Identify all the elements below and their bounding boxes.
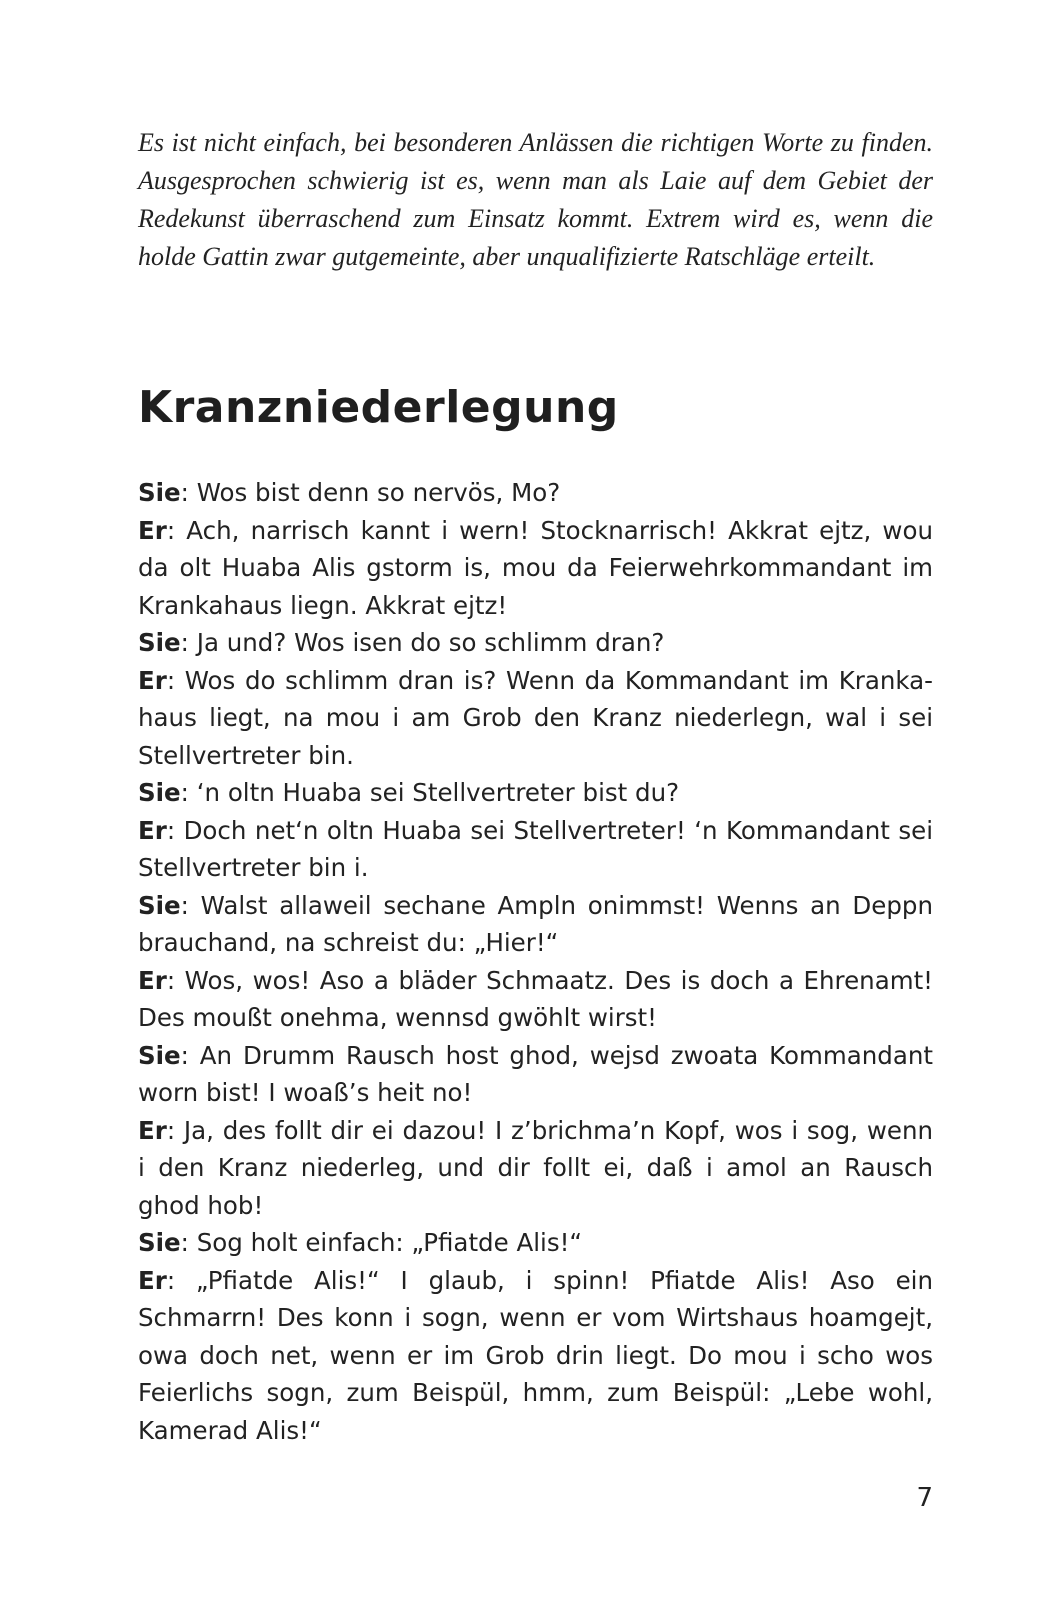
speaker-label: Er (138, 515, 167, 545)
section-title: Kranzniederlegung (138, 382, 619, 433)
dialogue-line (138, 662, 933, 775)
speaker-label: Sie (138, 1228, 181, 1257)
dialogue-line (138, 1224, 933, 1262)
dialogue-line (138, 1037, 933, 1112)
line-text: : Doch net‘n oltn Huaba sei Stellvertreter! ‘n Kommandant sei Stellvertreter bin i. (138, 815, 933, 882)
dialogue-line (138, 1112, 933, 1225)
page-number: 7 (916, 1483, 933, 1513)
dialogue (138, 474, 933, 1449)
speaker-label: Sie (138, 778, 181, 807)
line-text: : ‘n oltn Huaba sei Stellvertreter bist du? (180, 778, 680, 807)
speaker-label: Sie (138, 1040, 181, 1070)
line-text: : Ja und? Wos isen do so schlimm dran? (180, 628, 665, 657)
speaker-label: Sie (138, 478, 181, 507)
speaker-label: Er (138, 665, 167, 695)
line-text: : Sog holt einfach: „Pfiatde Alis!“ (180, 1228, 583, 1257)
dialogue-line (138, 812, 933, 887)
line-text: : „Pfiatde Alis!“ I glaub, i spinn! Pfiatde Alis! Aso ein Schmarrn! Des konn i sogn, wenn er vom Wirtshaus hoamgejt, owa doch net, wenn er im Grob drin liegt. Do mou i scho wos Feierlichs sogn, zum Beispül, hmm, zum Beispül: „Lebe wohl, Kamerad Alis!“ (138, 1265, 933, 1445)
line-text: : Wos, wos! Aso a bläder Schmaatz. Des is doch a Ehrenamt! Des moußt onehma, wennsd gwöhlt wirst! (138, 965, 933, 1032)
line-text: : Wos bist denn so nervös, Mo? (180, 478, 561, 507)
speaker-label: Sie (138, 890, 181, 920)
dialogue-line (138, 962, 933, 1037)
dialogue-line (138, 624, 933, 662)
line-text: : Ja, des follt dir ei dazou! I z’brichma’n Kopf, wos i sog, wenn i den Kranz niederleg, und dir follt ei, daß i amol an Rausch ghod hob! (138, 1115, 933, 1220)
speaker-label: Er (138, 815, 167, 845)
speaker-label: Sie (138, 628, 181, 657)
intro-paragraph: Es ist nicht einfach, bei besonderen Anlässen die richtigen Worte zu finden. Ausgesprochen schwierig ist es, wenn man als Laie auf dem Gebiet der Redekunst überraschend zum Einsatz kommt. Extrem wird es, wenn die holde Gattin zwar gutgemeinte, aber unqualifizierte Ratschläge erteilt. (138, 128, 933, 271)
speaker-label: Er (138, 965, 167, 995)
line-text: : Walst allaweil sechane Ampln onimmst! Wenns an Deppn brauchand, na schreist du: „Hier!“ (138, 890, 933, 957)
dialogue-line (138, 1262, 933, 1450)
dialogue-line (138, 512, 933, 625)
speaker-label: Er (138, 1115, 167, 1145)
dialogue-line (138, 774, 933, 812)
line-text: : An Drumm Rausch host ghod, wejsd zwoata Kommandant worn bist! I woaß’s heit no! (138, 1040, 933, 1107)
dialogue-line (138, 887, 933, 962)
line-text: : Wos do schlimm dran is? Wenn da Kommandant im Krankahaus liegt, na mou i am Grob den Kranz niederlegn, wal i sei Stellvertreter bin. (138, 665, 933, 770)
dialogue-line (138, 474, 933, 512)
speaker-label: Er (138, 1265, 167, 1295)
line-text: : Ach, narrisch kannt i wern! Stocknarrisch! Akkrat ejtz, wou da olt Huaba Alis gstorm is, mou da Feierwehrkommandant im Krankahaus liegn. Akkrat ejtz! (138, 515, 933, 620)
